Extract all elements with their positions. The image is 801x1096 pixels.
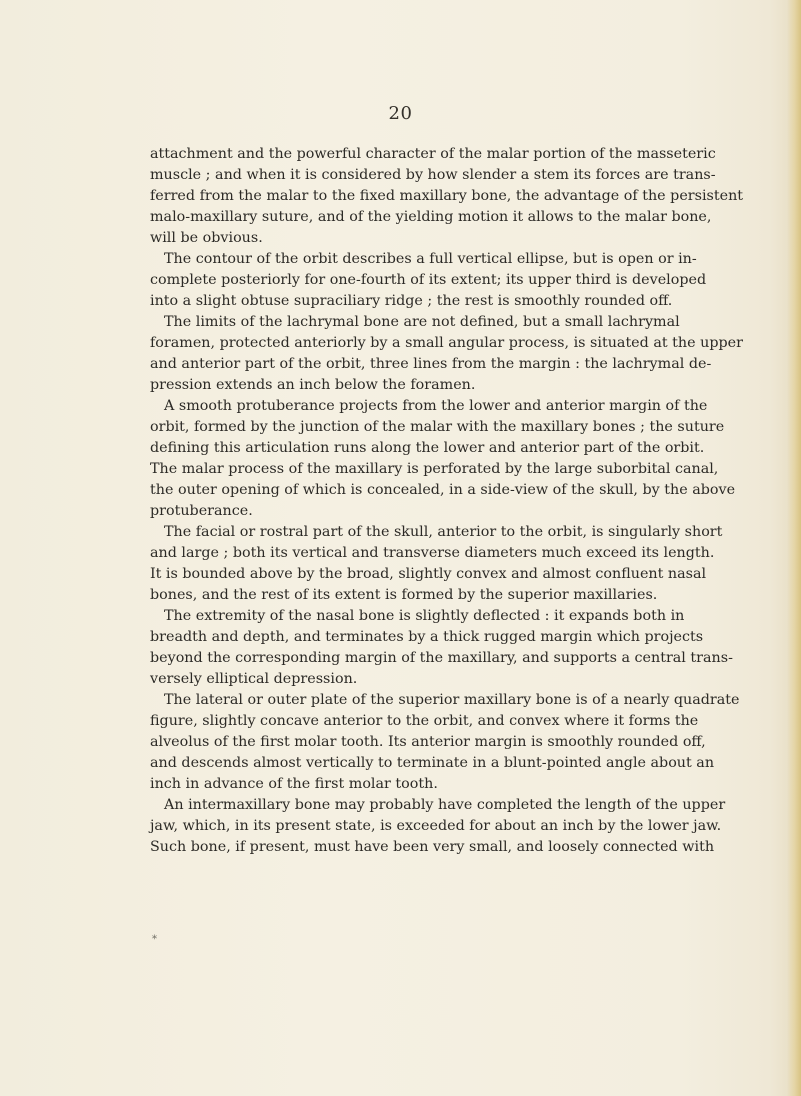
text-line: The extremity of the nasal bone is slightly deflected : it expands both in xyxy=(164,608,685,624)
text-line: muscle ; and when it is considered by how slender a stem its forces are trans- xyxy=(150,167,716,183)
text-line: and descends almost vertically to terminate in a blunt-pointed angle about an xyxy=(150,755,715,771)
text-line: will be obvious. xyxy=(150,230,263,246)
text-line: The contour of the orbit describes a full vertical ellipse, but is open or in- xyxy=(164,251,697,267)
text-line: inch in advance of the first molar tooth. xyxy=(150,776,438,792)
text-line: and large ; both its vertical and transverse diameters much exceed its length. xyxy=(150,545,715,561)
text-line: malo-maxillary suture, and of the yielding motion it allows to the malar bone, xyxy=(150,209,712,225)
text-line: breadth and depth, and terminates by a thick rugged margin which projects xyxy=(150,629,704,645)
margin-mark: * xyxy=(152,934,157,945)
body-text xyxy=(150,144,744,858)
text-line: The facial or rostral part of the skull, anterior to the orbit, is singularly short xyxy=(164,524,723,540)
text-line: beyond the corresponding margin of the maxillary, and supports a central trans- xyxy=(150,650,733,666)
text-line: A smooth protuberance projects from the lower and anterior margin of the xyxy=(164,398,708,414)
text-line: The malar process of the maxillary is perforated by the large suborbital canal, xyxy=(150,461,719,477)
text-line: figure, slightly concave anterior to the orbit, and convex where it forms the xyxy=(150,713,699,729)
text-line: orbit, formed by the junction of the malar with the maxillary bones ; the suture xyxy=(150,419,725,435)
text-line: and anterior part of the orbit, three lines from the margin : the lachrymal de- xyxy=(150,356,712,372)
page-number: 20 xyxy=(388,103,413,124)
text-line: An intermaxillary bone may probably have completed the length of the upper xyxy=(164,797,726,813)
text-line: attachment and the powerful character of the malar portion of the masseteric xyxy=(150,146,716,162)
text-line: The limits of the lachrymal bone are not defined, but a small lachrymal xyxy=(164,314,680,330)
text-line: bones, and the rest of its extent is formed by the superior maxillaries. xyxy=(150,587,658,603)
text-line: pression extends an inch below the foramen. xyxy=(150,377,476,393)
text-line: The lateral or outer plate of the superior maxillary bone is of a nearly quadrate xyxy=(164,692,740,708)
text-line: ferred from the malar to the fixed maxillary bone, the advantage of the persistent xyxy=(150,188,744,204)
text-line: protuberance. xyxy=(150,503,253,519)
text-line: Such bone, if present, must have been very small, and loosely connected with xyxy=(150,839,715,855)
page-edge-shadow xyxy=(787,0,801,1096)
text-line: defining this articulation runs along the lower and anterior part of the orbit. xyxy=(150,440,705,456)
text-line: alveolus of the first molar tooth. Its anterior margin is smoothly rounded off, xyxy=(150,734,706,750)
text-line: foramen, protected anteriorly by a small angular process, is situated at the upper xyxy=(150,335,743,351)
text-line: complete posteriorly for one-fourth of its extent; its upper third is developed xyxy=(150,272,707,288)
text-line: jaw, which, in its present state, is exceeded for about an inch by the lower jaw. xyxy=(150,818,722,834)
text-line: It is bounded above by the broad, slightly convex and almost confluent nasal xyxy=(150,566,707,582)
text-line: versely elliptical depression. xyxy=(150,671,358,687)
text-line: the outer opening of which is concealed, in a side-view of the skull, by the above xyxy=(150,482,736,498)
text-line: into a slight obtuse supraciliary ridge ; the rest is smoothly rounded off. xyxy=(150,293,673,309)
